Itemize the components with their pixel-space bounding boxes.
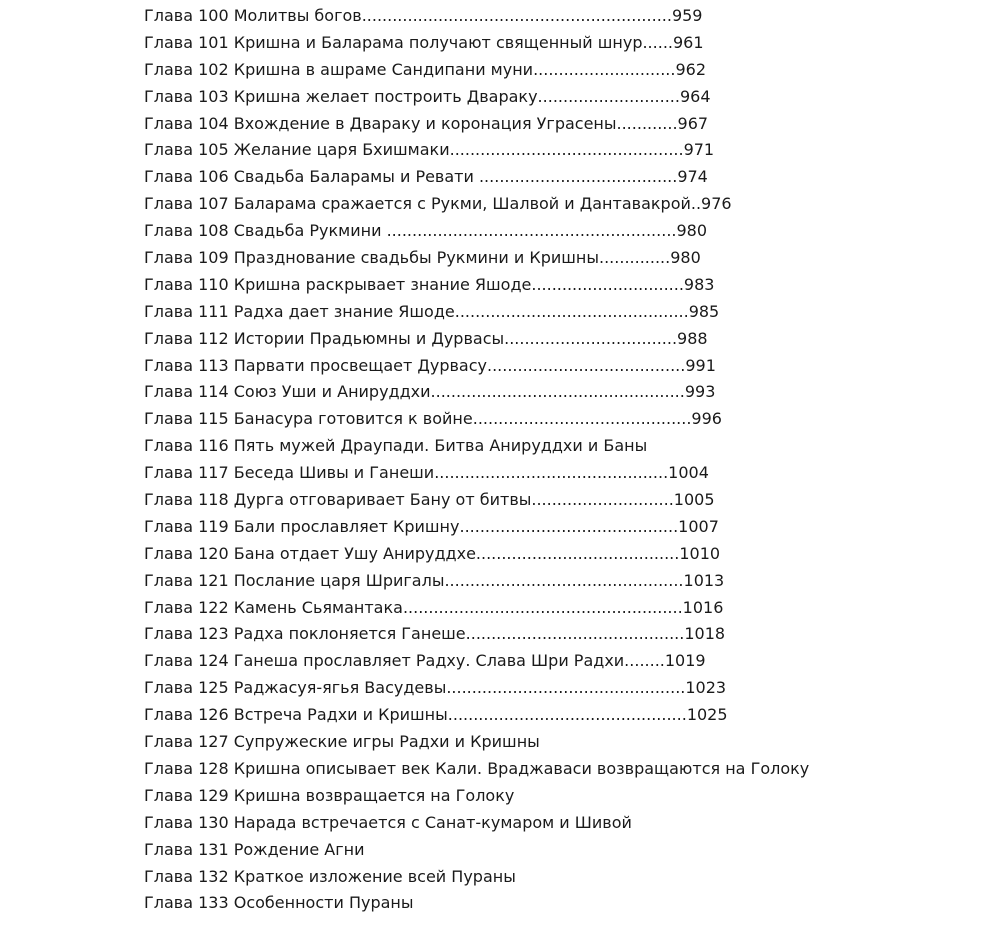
toc-entry: Глава 127 Супружеские игры Радхи и Кришны [144,732,540,752]
toc-entry: Глава 129 Кришна возвращается на Голоку [144,785,515,805]
toc-entry: Глава 123 Радха поклоняется Ганеше...........................................1018 [144,624,726,644]
toc-entry: Глава 133 Особенности Пураны [144,893,414,913]
toc-entry: Глава 107 Баларама сражается с Рукми, Шалвой и Дантавакрой..976 [144,194,732,214]
toc-entry: Глава 102 Кришна в ашраме Сандипани муни............................962 [144,59,707,79]
toc-entry: Глава 109 Празднование свадьбы Рукмини и Кришны..............980 [144,248,701,268]
toc-entry: Глава 125 Раджасуя-ягья Васудевы...............................................1023 [144,678,727,698]
toc-entry: Глава 104 Вхождение в Двараку и коронация Уграсены............967 [144,113,709,133]
toc-entry: Глава 128 Кришна описывает век Кали. Враджаваси возвращаются на Голоку [144,758,810,778]
toc-entry: Глава 122 Камень Сьямантака.......................................................1016 [144,597,724,617]
toc-entry: Глава 101 Кришна и Баларама получают священный шнур......961 [144,32,704,52]
toc-entry: Глава 121 Послание царя Шригалы...............................................1013 [144,570,725,590]
toc-entry: Глава 113 Парвати просвещает Дурвасу.......................................991 [144,355,716,375]
toc-entry: Глава 116 Пять мужей Драупади. Битва Анируддхи и Баны [144,436,648,456]
toc-entry: Глава 106 Свадьба Баларамы и Ревати .......................................974 [144,167,708,187]
toc-entry: Глава 120 Бана отдает Ушу Анируддхе........................................1010 [144,543,721,563]
toc-entry: Глава 105 Желание царя Бхишмаки..............................................971 [144,140,715,160]
toc-entry: Глава 111 Радха дает знание Яшоде..............................................985 [144,301,720,321]
table-of-contents [144,3,984,917]
toc-entry: Глава 119 Бали прославляет Кришну...........................................1007 [144,516,719,536]
toc-entry: Глава 115 Банасура готовится к войне...........................................996 [144,409,722,429]
toc-entry: Глава 118 Дурга отговаривает Бану от битвы............................1005 [144,490,715,510]
toc-entry: Глава 126 Встреча Радхи и Кришны...............................................1025 [144,705,728,725]
toc-entry: Глава 132 Краткое изложение всей Пураны [144,866,516,886]
toc-entry: Глава 130 Нарада встречается с Санат-кумаром и Шивой [144,812,632,832]
toc-entry: Глава 110 Кришна раскрывает знание Яшоде..............................983 [144,274,715,294]
toc-entry: Глава 108 Свадьба Рукмини .........................................................980 [144,221,708,241]
toc-entry: Глава 114 Союз Уши и Анируддхи..................................................993 [144,382,716,402]
toc-entry: Глава 131 Рождение Агни [144,839,365,859]
toc-entry: Глава 112 Истории Прадьюмны и Дурвасы..................................988 [144,328,708,348]
toc-entry: Глава 100 Молитвы богов.............................................................959 [144,6,703,25]
toc-entry: Глава 103 Кришна желает построить Двараку............................964 [144,86,711,106]
toc-entry: Глава 117 Беседа Шивы и Ганеши..............................................1004 [144,463,709,483]
toc-entry: Глава 124 Ганеша прославляет Радху. Слава Шри Радхи........1019 [144,651,706,671]
